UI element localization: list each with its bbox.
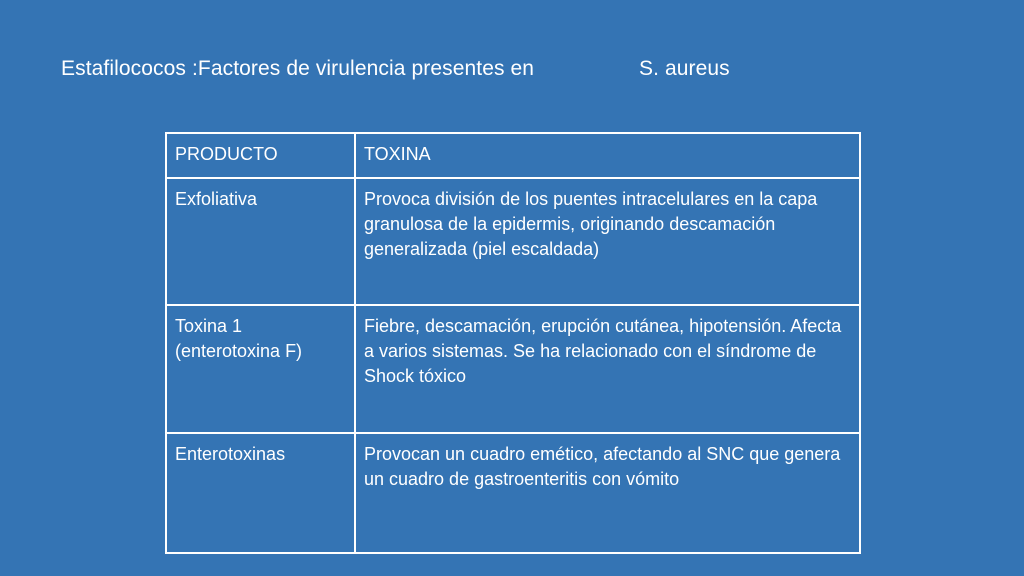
cell-toxina: Provocan un cuadro emético, afectando al SNC que genera un cuadro de gastroenteritis con vómito <box>355 433 860 553</box>
slide-title <box>61 57 730 81</box>
cell-toxina: Provoca división de los puentes intracelulares en la capa granulosa de la epidermis, originando descamación generalizada (piel escaldada) <box>355 178 860 305</box>
cell-producto: Toxina 1 (enterotoxina F) <box>166 305 355 432</box>
slide-title-species: S. aureus <box>639 57 730 80</box>
slide-title-main: Estafilococos :Factores de virulencia presentes en <box>61 57 535 80</box>
table-row <box>166 305 860 432</box>
table-row <box>166 178 860 305</box>
header-producto: PRODUCTO <box>166 133 355 178</box>
table-header-row <box>166 133 860 178</box>
toxin-table <box>165 132 861 554</box>
cell-producto: Enterotoxinas <box>166 433 355 553</box>
cell-toxina: Fiebre, descamación, erupción cutánea, hipotensión. Afecta a varios sistemas. Se ha relacionado con el síndrome de Shock tóxico <box>355 305 860 432</box>
header-toxina: TOXINA <box>355 133 860 178</box>
cell-producto: Exfoliativa <box>166 178 355 305</box>
table-row <box>166 433 860 553</box>
